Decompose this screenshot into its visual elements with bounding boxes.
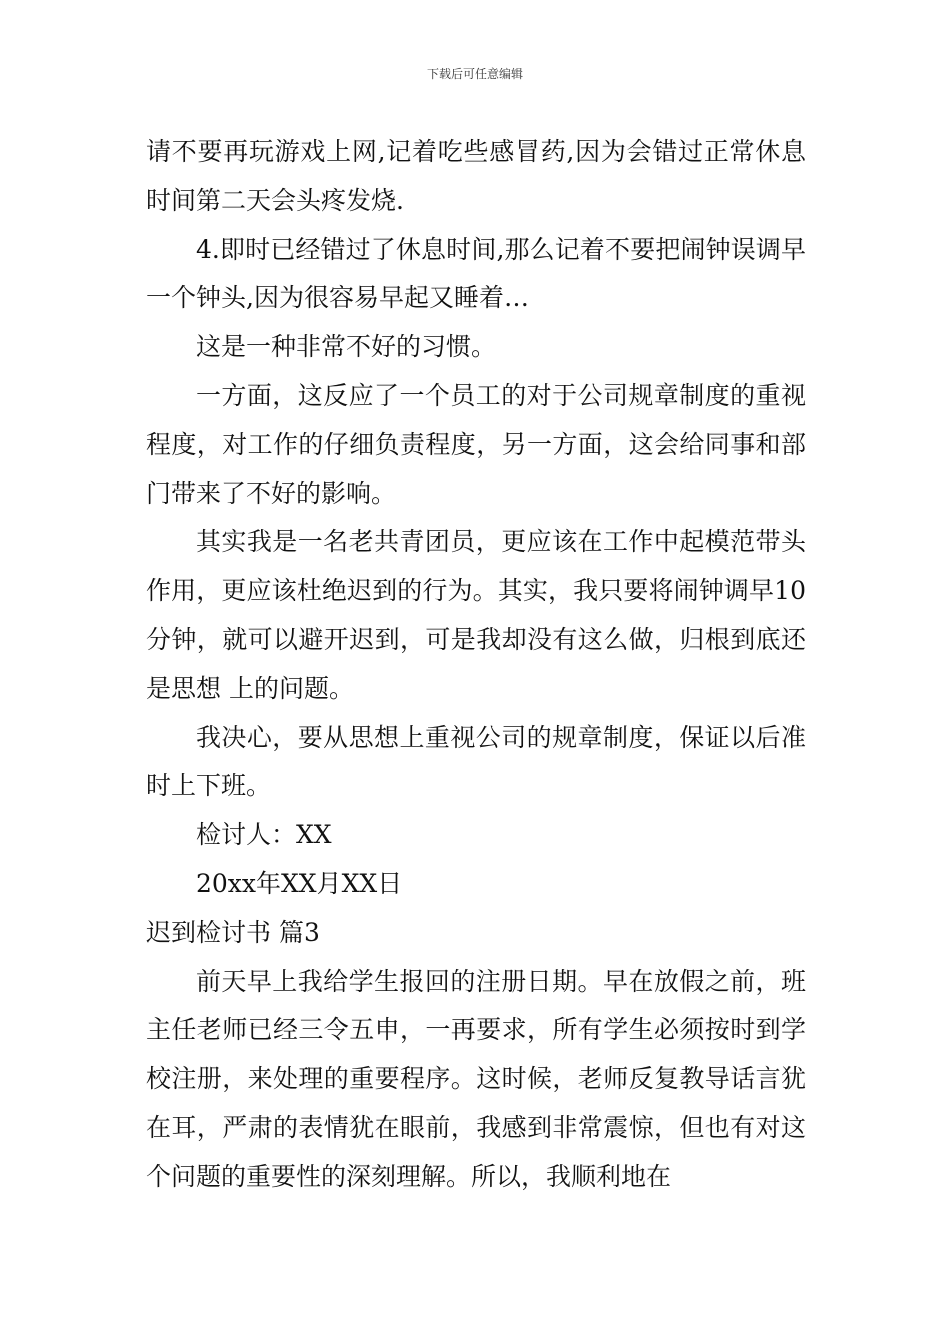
document-body xyxy=(146,128,806,1202)
section-heading: 迟到检讨书 篇3 xyxy=(146,917,320,947)
paragraph-resolution: 我决心，要从思想上重视公司的规章制度，保证以后准时上下班。 xyxy=(146,722,806,801)
paragraph-reflection: 其实我是一名老共青团员，更应该在工作中起模范带头作用，更应该杜绝迟到的行为。其实，我只要将闹钟调早10分钟，就可以避开迟到，可是我却没有这么做，归根到底还是思想 上的问题。 xyxy=(146,527,806,703)
page-header: 下载后可任意编辑 xyxy=(426,67,523,81)
paragraph-impact: 一方面，这反应了一个员工的对于公司规章制度的重视程度，对工作的仔细负责程度，另一方面，这会给同事和部门带来了不好的影响。 xyxy=(146,380,806,508)
paragraph-tip-4: 4.即时已经错过了休息时间,那么记着不要把闹钟误调早一个钟头,因为很容易早起又睡着… xyxy=(146,234,806,313)
signature-line: 检讨人：XX xyxy=(196,820,332,850)
paragraph-section-3-intro: 前天早上我给学生报回的注册日期。早在放假之前，班主任老师已经三令五申，一再要求，所有学生必须按时到学校注册，来处理的重要程序。这时候，老师反复教导话言犹在耳，严肃的表情犹在眼前，我感到非常震惊，但也有对这个问题的重要性的深刻理解。所以，我顺利地在 xyxy=(146,966,806,1191)
date-line: 20xx年XX月XX日 xyxy=(196,868,403,898)
paragraph-continued: 请不要再玩游戏上网,记着吃些感冒药,因为会错过正常休息时间第二天会头疼发烧. xyxy=(146,137,806,215)
paragraph-bad-habit: 这是一种非常不好的习惯。 xyxy=(196,332,497,362)
